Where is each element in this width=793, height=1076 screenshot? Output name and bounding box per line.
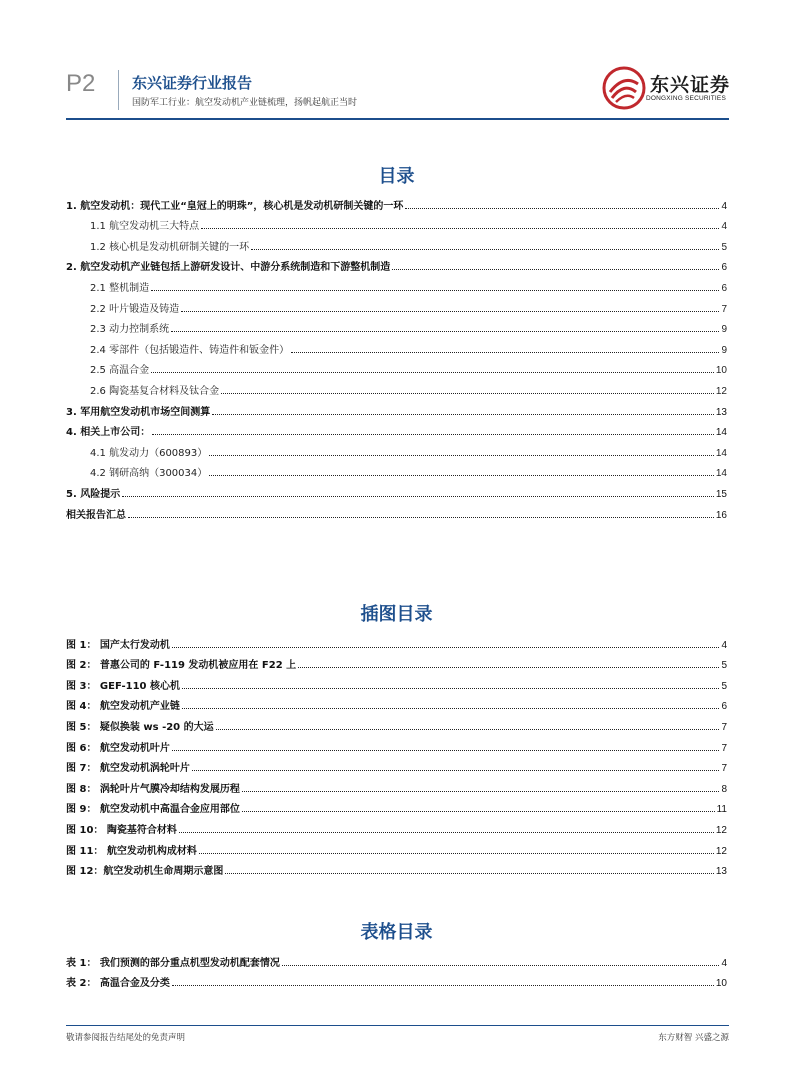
- toc-entry-label: 图 5： 疑似换装 ws -20 的大运: [66, 721, 214, 733]
- toc-entry-label: 2.1 整机制造: [90, 282, 150, 294]
- toc-entry[interactable]: [66, 754, 727, 775]
- toc-entry-label: 3. 军用航空发动机市场空间测算: [66, 406, 211, 418]
- toc-entry-label: 表 1： 我们预测的部分重点机型发动机配套情况: [66, 957, 280, 969]
- toc-entry-label: 4.1 航发动力（600893）: [90, 447, 208, 459]
- toc-entry-page: 4: [721, 200, 727, 212]
- toc-entry-page: 9: [721, 324, 727, 336]
- tables-title: 表格目录: [360, 922, 433, 943]
- toc-entry-label: 图 11： 航空发动机构成材料: [66, 845, 197, 857]
- toc-entry-page: 7: [721, 721, 727, 733]
- toc-entry-label: 1.2 核心机是发动机研制关键的一环: [90, 241, 250, 253]
- toc-entry[interactable]: [66, 438, 727, 459]
- toc-entry-label: 4. 相关上市公司：: [66, 427, 151, 439]
- toc-entry-page: 14: [715, 427, 727, 439]
- toc-leader-dots: [172, 646, 720, 648]
- toc-leader-dots: [242, 810, 715, 812]
- toc-entry-label: 1. 航空发动机：现代工业“皇冠上的明珠”，核心机是发动机研制关键的一环: [66, 200, 404, 212]
- toc-entry[interactable]: [66, 459, 727, 480]
- toc-leader-dots: [405, 207, 719, 209]
- toc-leader-dots: [151, 289, 719, 291]
- toc-entry[interactable]: [66, 273, 727, 294]
- toc-entry-label: 图 4： 航空发动机产业链: [66, 701, 180, 713]
- toc-entry-label: 4.2 钢研高纳（300034）: [90, 468, 208, 480]
- toc-entry[interactable]: [66, 253, 727, 274]
- toc-entry-page: 6: [721, 262, 727, 274]
- toc-entry-label: 2.5 高温合金: [90, 365, 150, 377]
- toc-entry-page: 8: [721, 783, 727, 795]
- toc-entry[interactable]: [66, 671, 727, 692]
- toc-leader-dots: [209, 454, 714, 456]
- toc-entry-page: 16: [715, 509, 727, 521]
- toc-entry-label: 1.1 航空发动机三大特点: [90, 221, 200, 233]
- logo-en-text: DONGXING SECURITIES: [646, 95, 727, 102]
- toc-leader-dots: [209, 474, 714, 476]
- toc-leader-dots: [225, 872, 713, 874]
- toc-leader-dots: [221, 392, 714, 394]
- toc-entry-page: 6: [721, 282, 727, 294]
- toc-entry-page: 4: [721, 639, 727, 651]
- toc-entry[interactable]: [66, 774, 727, 795]
- toc-entry-page: 12: [715, 824, 727, 836]
- toc-entry-label: 5. 风险提示: [66, 488, 121, 500]
- toc-entry[interactable]: [66, 294, 727, 315]
- toc-leader-dots: [128, 516, 714, 518]
- toc-entry-page: 13: [715, 406, 727, 418]
- toc-entry-label: 图 6： 航空发动机叶片: [66, 742, 170, 754]
- toc-entry-label: 图 8： 涡轮叶片气膜冷却结构发展历程: [66, 783, 240, 795]
- toc-entry-label: 图 9： 航空发动机中高温合金应用部位: [66, 804, 240, 816]
- toc-entry-label: 图 1： 国产太行发动机: [66, 639, 170, 651]
- footer-slogan: 东方财智 兴盛之源: [658, 1033, 729, 1043]
- logo-cn-text: 东兴证券: [650, 74, 731, 96]
- toc-entry-page: 5: [721, 241, 727, 253]
- toc-entry-label: 2. 航空发动机产业链包括上游研发设计、中游分系统制造和下游整机制造: [66, 262, 391, 274]
- toc-list: [66, 191, 727, 521]
- toc-entry[interactable]: [66, 733, 727, 754]
- page-number: P2: [66, 70, 96, 97]
- toc-leader-dots: [182, 687, 719, 689]
- toc-entry-page: 10: [715, 978, 727, 990]
- toc-entry[interactable]: [66, 836, 727, 857]
- toc-entry-page: 5: [721, 660, 727, 672]
- toc-entry-label: 2.3 动力控制系统: [90, 324, 170, 336]
- toc-leader-dots: [152, 433, 714, 435]
- toc-entry-page: 12: [715, 385, 727, 397]
- toc-entry-label: 相关报告汇总: [66, 509, 126, 521]
- toc-entry-page: 10: [715, 365, 727, 377]
- report-subtitle: 国防军工行业：航空发动机产业链梳理，扬帆起航正当时: [132, 98, 358, 108]
- toc-entry[interactable]: [66, 335, 727, 356]
- toc-leader-dots: [392, 268, 719, 270]
- toc-entry[interactable]: [66, 692, 727, 713]
- toc-entry-label: 2.4 零部件（包括锻造件、铸造件和钣金件）: [90, 344, 290, 356]
- toc-entry-page: 7: [721, 303, 727, 315]
- toc-leader-dots: [192, 769, 720, 771]
- toc-entry-page: 7: [721, 763, 727, 775]
- toc-entry[interactable]: [66, 857, 727, 878]
- toc-leader-dots: [182, 707, 720, 709]
- toc-leader-dots: [172, 749, 720, 751]
- toc-entry-label: 图 12：航空发动机生命周期示意图: [66, 866, 224, 878]
- toc-entry-page: 4: [721, 957, 727, 969]
- header-rule: [66, 118, 729, 120]
- toc-entry-label: 2.2 叶片锻造及铸造: [90, 303, 180, 315]
- toc-entry-label: 图 3： GEF-110 核心机: [66, 680, 180, 692]
- footer-rule: [66, 1025, 729, 1026]
- toc-entry[interactable]: [66, 376, 727, 397]
- toc-leader-dots: [242, 790, 720, 792]
- toc-leader-dots: [199, 852, 714, 854]
- toc-entry[interactable]: [66, 948, 727, 969]
- toc-leader-dots: [298, 666, 719, 668]
- toc-leader-dots: [216, 728, 720, 730]
- toc-entry[interactable]: [66, 815, 727, 836]
- dongxing-logo: [602, 66, 732, 110]
- report-title: 东兴证券行业报告: [132, 74, 253, 92]
- toc-entry-page: 6: [721, 701, 727, 713]
- toc-leader-dots: [171, 330, 719, 332]
- toc-leader-dots: [172, 984, 714, 986]
- footer-disclaimer: 敬请参阅报告结尾处的免责声明: [66, 1033, 186, 1043]
- toc-entry-label: 表 2： 高温合金及分类: [66, 978, 170, 990]
- toc-entry[interactable]: [66, 418, 727, 439]
- toc-entry-page: 15: [715, 488, 727, 500]
- toc-entry[interactable]: [66, 500, 727, 521]
- toc-entry-label: 图 2： 普惠公司的 F-119 发动机被应用在 F22 上: [66, 660, 297, 672]
- toc-entry-page: 13: [715, 866, 727, 878]
- toc-entry-page: 4: [721, 221, 727, 233]
- toc-leader-dots: [181, 310, 719, 312]
- toc-leader-dots: [122, 495, 714, 497]
- toc-entry[interactable]: [66, 712, 727, 733]
- toc-leader-dots: [212, 413, 714, 415]
- figures-title: 插图目录: [360, 604, 433, 625]
- toc-entry[interactable]: [66, 630, 727, 651]
- toc-leader-dots: [201, 227, 719, 229]
- toc-entry-label: 2.6 陶瓷基复合材料及钛合金: [90, 385, 220, 397]
- header-divider: [118, 70, 119, 110]
- toc-entry[interactable]: [66, 479, 727, 500]
- toc-entry-page: 14: [715, 447, 727, 459]
- toc-title: 目录: [378, 166, 415, 187]
- toc-entry[interactable]: [66, 356, 727, 377]
- toc-entry-label: 图 10： 陶瓷基符合材料: [66, 824, 177, 836]
- toc-entry-page: 9: [721, 344, 727, 356]
- toc-entry[interactable]: [66, 191, 727, 212]
- toc-entry[interactable]: [66, 651, 727, 672]
- toc-entry[interactable]: [66, 969, 727, 990]
- toc-leader-dots: [179, 831, 714, 833]
- toc-entry-page: 12: [715, 845, 727, 857]
- toc-entry[interactable]: [66, 315, 727, 336]
- toc-entry[interactable]: [66, 232, 727, 253]
- dongxing-emblem-icon: [602, 66, 646, 110]
- toc-entry-page: 14: [715, 468, 727, 480]
- toc-entry[interactable]: [66, 397, 727, 418]
- toc-leader-dots: [291, 351, 719, 353]
- toc-leader-dots: [251, 248, 719, 250]
- toc-entry[interactable]: [66, 212, 727, 233]
- toc-entry-page: 7: [721, 742, 727, 754]
- figures-list: [66, 630, 727, 877]
- toc-entry-page: 5: [721, 680, 727, 692]
- toc-entry-page: 11: [716, 804, 727, 816]
- toc-entry-label: 图 7： 航空发动机涡轮叶片: [66, 763, 190, 775]
- tables-list: [66, 948, 727, 989]
- toc-leader-dots: [282, 964, 720, 966]
- toc-leader-dots: [151, 371, 714, 373]
- toc-entry[interactable]: [66, 795, 727, 816]
